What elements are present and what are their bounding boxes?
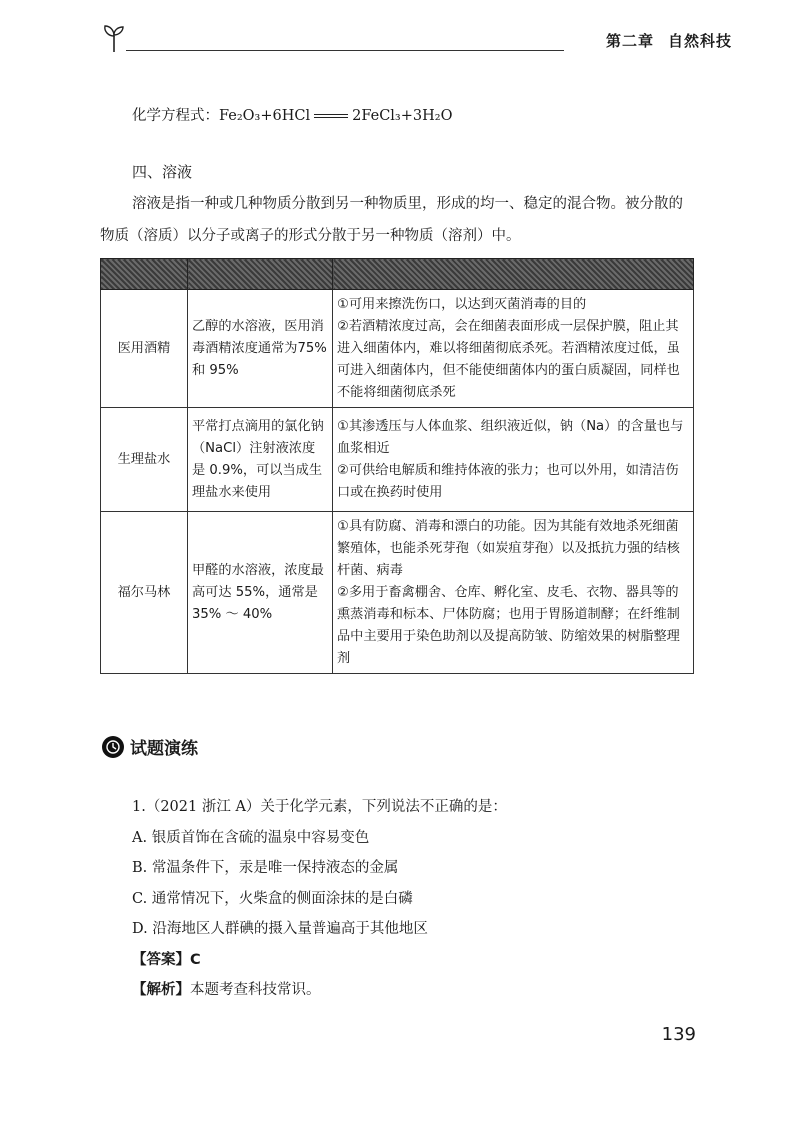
use-item: ①具有防腐、消毒和漂白的功能。因为其能有效地杀死细菌繁殖体，也能杀死芽孢（如炭疽芽孢）以及抵抗力强的结核杆菌、病毒 [337,518,680,578]
section-title: 四、溶液 [132,163,193,181]
page-header [92,18,732,58]
analysis-line [132,975,507,1006]
solution-concentration: 甲醛的水溶液，浓度最高可达 55%，通常是 35% ～ 40% [188,512,333,674]
solution-definition: 溶液是指一种或几种物质分散到另一种物质里，形成的均一、稳定的混合物。被分散的物质（溶质）以分子或离子的形式分散于另一种物质（溶剂）中。 [100,196,683,244]
option-a: A. 银质首饰在含硫的温泉中容易变色 [132,829,370,846]
equation-lhs: Fe₂O₃+6HCl [219,108,311,124]
page-number: 139 [661,1024,696,1045]
option-b: B. 常温条件下，汞是唯一保持液态的金属 [132,860,399,876]
option-d: D. 沿海地区人群碘的摄入量普遍高于其他地区 [132,921,428,937]
table-row [101,512,694,674]
table-header-row [101,259,694,290]
use-item: ②可供给电解质和维持体液的张力；也可以外用，如清洁伤口或在换药时使用 [337,462,679,500]
solution-table [100,258,694,674]
table-row [101,290,694,408]
equals-sign [314,114,348,118]
analysis-text: 本题考查科技常识。 [190,982,321,998]
chapter-name: 自然科技 [667,32,732,50]
answer-label: 【答案】 [132,951,190,968]
option-c: C. 通常情况下，火柴盒的侧面涂抹的是白磷 [132,890,413,907]
analysis-label: 【解析】 [132,982,190,998]
solution-concentration: 乙醇的水溶液，医用消毒酒精浓度通常为75% 和 95% [188,290,333,408]
use-item: ②若酒精浓度过高，会在细菌表面形成一层保护膜，阻止其进入细菌体内，难以将细菌彻底杀死。若酒精浓度过低，虽可进入细菌体内，但不能使细菌体内的蛋白质凝固，同样也不能将细菌彻底杀死 [337,318,680,400]
equation-rhs: 2FeCl₃+3H₂O [352,108,453,124]
equation-label: 化学方程式： [132,108,219,124]
header-cell-concentration [188,259,333,290]
chemical-equation [132,104,452,125]
header-cell-name [101,259,188,290]
solution-name: 福尔马林 [101,512,188,674]
chapter-number: 第二章 [605,32,654,50]
chapter-title [606,30,732,51]
sprout-icon [100,22,128,54]
use-item: ②多用于畜禽棚舍、仓库、孵化室、皮毛、衣物、器具等的熏蒸消毒和标本、尸体防腐；也用于胃肠道制酵；在纤维制品中主要用于染色助剂以及提高防皱、防缩效果的树脂整理剂 [337,584,680,666]
solution-uses [333,512,694,674]
solution-name: 医用酒精 [101,290,188,408]
practice-heading [102,734,198,759]
solution-concentration: 平常打点滴用的氯化钠（NaCl）注射液浓度是 0.9%，可以当成生理盐水来使用 [188,408,333,512]
clock-icon [102,736,124,758]
question-stem: 1.（2021 浙江 A）关于化学元素，下列说法不正确的是： [132,799,507,815]
table-row [101,408,694,512]
use-item: ①其渗透压与人体血浆、组织液近似，钠（Na）的含量也与血浆相近 [337,418,684,456]
solution-uses [333,290,694,408]
header-rule [126,50,564,51]
solution-uses [333,408,694,512]
answer-line [132,945,507,976]
practice-title: 试题演练 [130,739,198,759]
solution-name: 生理盐水 [101,408,188,512]
use-item: ①可用来擦洗伤口，以达到灭菌消毒的目的 [337,296,587,312]
answer-value: C [190,951,201,968]
header-cell-uses [333,259,694,290]
practice-question [132,792,507,1006]
